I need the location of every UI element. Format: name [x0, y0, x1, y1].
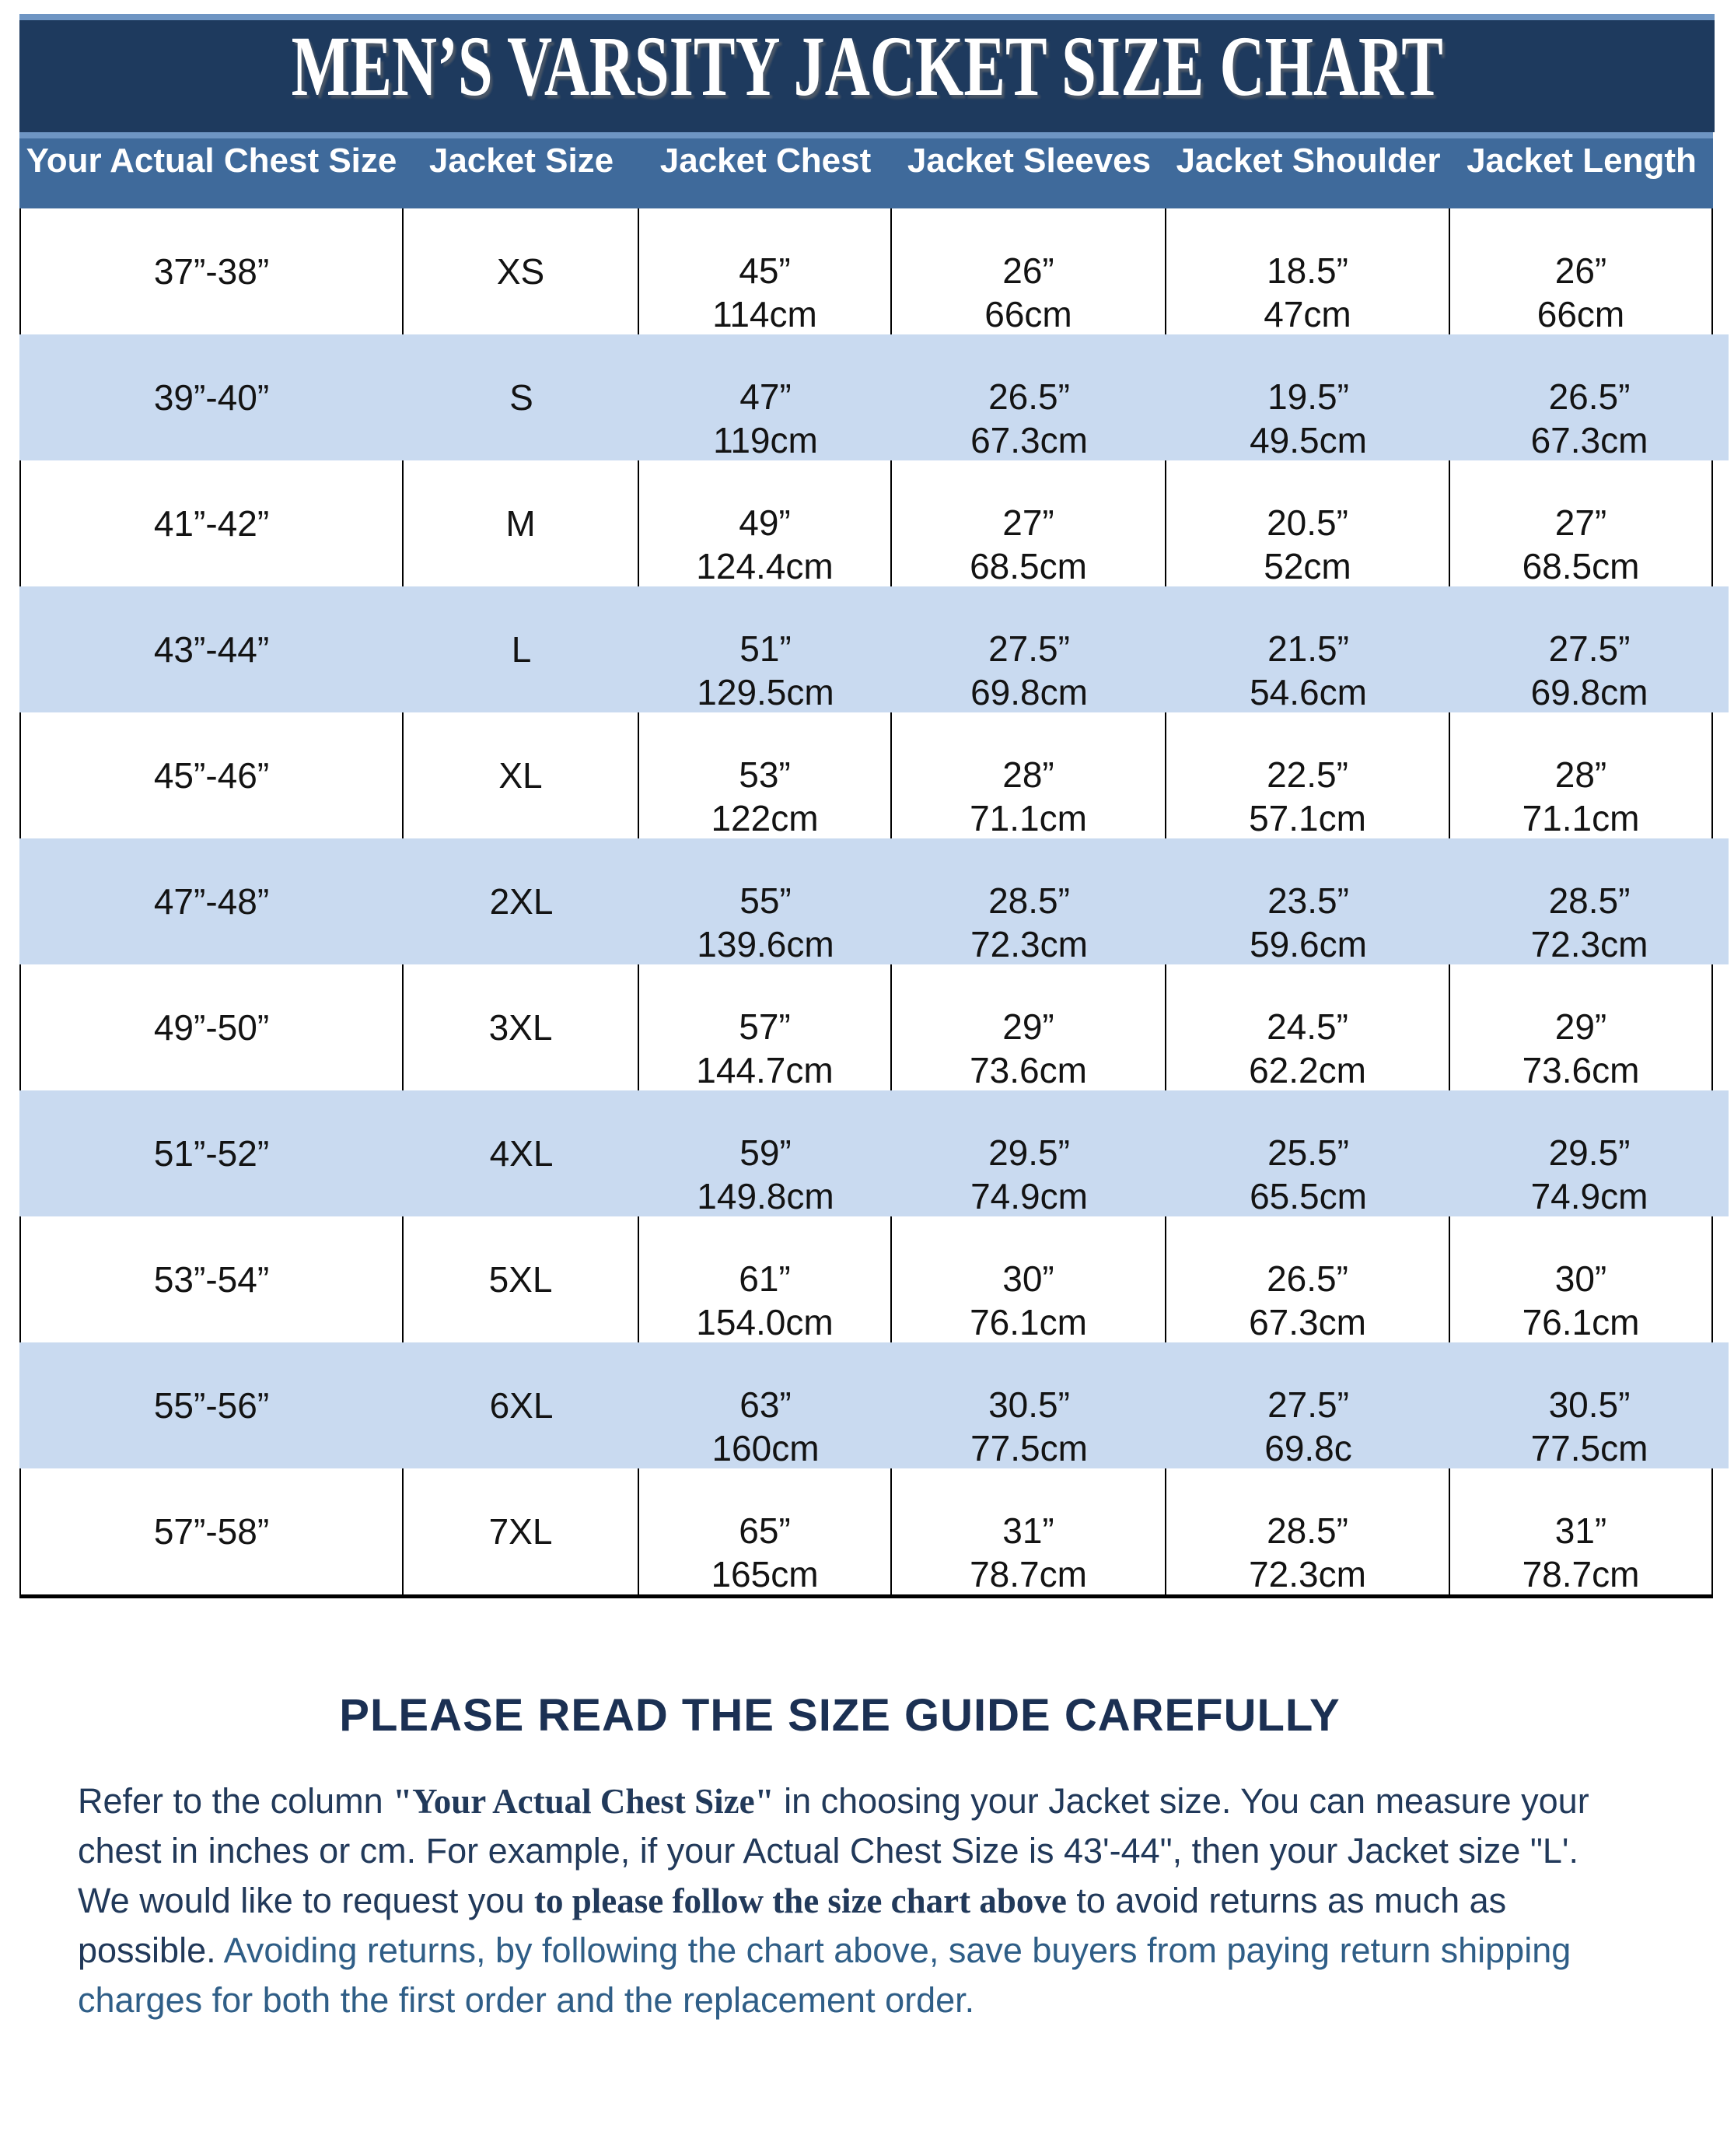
table-row [19, 1090, 1729, 1216]
cell-value: 2XL [489, 881, 554, 922]
cell-value-pair [970, 375, 1088, 462]
cell-jacket-length [1450, 1090, 1729, 1216]
cell-jacket-size [404, 334, 639, 460]
cell-value: 66cm [984, 294, 1072, 334]
cell-value-pair [1531, 879, 1648, 966]
column-header-label: Jacket Length [1467, 142, 1697, 180]
cell-actual-chest-size [19, 586, 404, 712]
cell-value: 27.5” [1548, 628, 1631, 669]
cell-value-pair [1522, 501, 1640, 588]
cell-jacket-size [404, 1216, 639, 1342]
cell-value: 69.8cm [1530, 672, 1648, 712]
cell-value: 59” [739, 1132, 792, 1173]
cell-jacket-length [1450, 334, 1729, 460]
cell-value: 7XL [488, 1511, 553, 1552]
cell-jacket-chest [639, 1090, 892, 1216]
cell-value-pair [1249, 1005, 1366, 1092]
cell-jacket-sleeves [892, 964, 1166, 1090]
cell-jacket-shoulder [1166, 460, 1450, 586]
table-row [19, 208, 1713, 334]
cell-jacket-length [1450, 1216, 1711, 1342]
column-header [404, 138, 639, 208]
paragraph-segment: possible. [78, 1930, 224, 1970]
cell-value-pair [984, 249, 1072, 336]
cell-jacket-length [1450, 964, 1711, 1090]
cell-value-pair [970, 1383, 1088, 1470]
cell-jacket-length [1450, 208, 1711, 334]
cell-actual-chest-size [21, 712, 404, 838]
cell-jacket-chest [639, 208, 892, 334]
cell-jacket-chest [639, 1342, 892, 1468]
cell-jacket-chest [639, 838, 892, 964]
cell-jacket-size [404, 838, 639, 964]
cell-value-pair [696, 1005, 833, 1092]
paragraph-line [78, 1776, 1680, 1826]
cell-jacket-sleeves [892, 712, 1166, 838]
cell-value: 122cm [711, 798, 819, 838]
cell-value: 31” [1002, 1510, 1054, 1551]
cell-value: 27.5” [1267, 1384, 1349, 1425]
cell-value: XL [498, 755, 543, 796]
column-header-label: Jacket Size [428, 142, 614, 180]
table-row [19, 712, 1713, 838]
cell-jacket-sleeves [892, 1342, 1166, 1468]
cell-jacket-shoulder [1166, 1216, 1450, 1342]
cell-value: 29.5” [1548, 1132, 1631, 1173]
page-title: MEN’S VARSITY JACKET SIZE CHART [291, 19, 1443, 114]
cell-jacket-length [1450, 586, 1729, 712]
column-header [892, 138, 1166, 208]
cell-value: 51”-52” [153, 1133, 270, 1174]
cell-jacket-shoulder [1166, 712, 1450, 838]
cell-value: 65” [739, 1510, 791, 1551]
cell-value: 63” [739, 1384, 792, 1425]
cell-value: 129.5cm [697, 672, 834, 712]
cell-value: 119cm [713, 420, 818, 460]
cell-value-pair [1250, 1131, 1367, 1218]
paragraph-line [78, 1876, 1680, 1926]
cell-value: 149.8cm [697, 1176, 834, 1216]
cell-jacket-sleeves [892, 1216, 1166, 1342]
cell-value: 4XL [489, 1133, 554, 1174]
cell-value: 3XL [488, 1007, 553, 1048]
cell-value-pair [1264, 501, 1351, 588]
cell-actual-chest-size [21, 964, 404, 1090]
cell-value: 69.8c [1264, 1428, 1352, 1468]
table-header-row [19, 132, 1713, 208]
cell-value: 24.5” [1267, 1006, 1348, 1047]
cell-value: 21.5” [1267, 628, 1349, 669]
cell-value-pair [1531, 1383, 1648, 1470]
cell-jacket-shoulder [1166, 1090, 1450, 1216]
cell-jacket-size [404, 586, 639, 712]
cell-value-pair [711, 1509, 818, 1596]
cell-value: 49.5cm [1250, 420, 1367, 460]
cell-value-pair [1250, 375, 1367, 462]
cell-value-pair [1249, 753, 1366, 840]
cell-value: 27.5” [988, 628, 1070, 669]
cell-value-pair [970, 753, 1087, 840]
cell-jacket-size [404, 1468, 639, 1594]
cell-jacket-size [404, 1090, 639, 1216]
cell-value: 53” [739, 754, 791, 795]
cell-jacket-chest [639, 460, 892, 586]
column-header [1166, 138, 1450, 208]
cell-value-pair [697, 627, 834, 714]
cell-value: 55”-56” [153, 1385, 270, 1426]
cell-value: 26” [1554, 250, 1607, 291]
table-row [19, 334, 1729, 460]
column-header-label: Jacket Sleeves [907, 142, 1152, 180]
cell-jacket-sleeves [892, 334, 1166, 460]
table-row [19, 838, 1729, 964]
cell-value-pair [696, 1257, 833, 1344]
cell-value: 30.5” [1548, 1384, 1631, 1425]
cell-value: 68.5cm [1522, 546, 1640, 586]
cell-value: 144.7cm [696, 1050, 834, 1090]
cell-value-pair [1531, 1131, 1648, 1218]
cell-value: 68.5cm [970, 546, 1087, 586]
cell-value: M [505, 503, 536, 544]
cell-value: 18.5” [1267, 250, 1348, 291]
cell-jacket-size [404, 460, 639, 586]
column-header [1450, 138, 1713, 208]
paragraph-segment: We would like to request you [78, 1881, 534, 1920]
cell-value: 31” [1554, 1510, 1607, 1551]
cell-value: 5XL [488, 1259, 553, 1300]
cell-jacket-length [1450, 1342, 1729, 1468]
cell-value: 30” [1554, 1258, 1607, 1299]
size-guide-heading: PLEASE READ THE SIZE GUIDE CAREFULLY [339, 1690, 1341, 1741]
cell-actual-chest-size [19, 1090, 404, 1216]
table-row [19, 964, 1713, 1090]
cell-value: 76.1cm [1522, 1302, 1640, 1342]
cell-value-pair [712, 249, 817, 336]
cell-value: 57”-58” [153, 1511, 270, 1552]
cell-value: 49” [739, 502, 791, 543]
cell-jacket-sleeves [892, 460, 1166, 586]
cell-value: 77.5cm [1530, 1428, 1648, 1468]
cell-jacket-shoulder [1166, 838, 1450, 964]
cell-value-pair [970, 627, 1088, 714]
column-header [639, 138, 892, 208]
cell-jacket-size [404, 1342, 639, 1468]
cell-jacket-size [404, 208, 639, 334]
cell-jacket-length [1450, 1468, 1711, 1594]
cell-value: 28.5” [1548, 880, 1631, 921]
cell-jacket-shoulder [1166, 1468, 1450, 1594]
cell-value: 41”-42” [153, 503, 270, 544]
cell-value-pair [1531, 627, 1648, 714]
cell-value: 30.5” [988, 1384, 1070, 1425]
cell-value: 45”-46” [153, 755, 270, 796]
cell-value: 73.6cm [1522, 1050, 1640, 1090]
cell-value-pair [696, 501, 833, 588]
cell-value-pair [1522, 1005, 1640, 1092]
cell-value-pair [970, 501, 1087, 588]
cell-value-pair [1522, 1257, 1640, 1344]
cell-value-pair [970, 1257, 1087, 1344]
cell-value: 6XL [489, 1385, 554, 1426]
cell-value-pair [1250, 879, 1367, 966]
paragraph-segment: Refer to the column [78, 1781, 393, 1821]
cell-jacket-chest [639, 586, 892, 712]
cell-value: 47cm [1264, 294, 1351, 334]
cell-jacket-length [1450, 838, 1729, 964]
cell-value: 47” [739, 376, 792, 417]
cell-value: 72.3cm [1249, 1554, 1366, 1594]
cell-value-pair [711, 753, 818, 840]
cell-actual-chest-size [21, 460, 404, 586]
cell-value: 29.5” [988, 1132, 1070, 1173]
cell-jacket-length [1450, 712, 1711, 838]
table-row [19, 1468, 1713, 1594]
cell-value-pair [1249, 1509, 1366, 1596]
cell-value-pair [1264, 249, 1351, 336]
cell-value: 74.9cm [1530, 1176, 1648, 1216]
cell-value: 76.1cm [970, 1302, 1087, 1342]
cell-value: 45” [739, 250, 791, 291]
title-bar [19, 14, 1715, 132]
cell-value: 28” [1554, 754, 1607, 795]
cell-value: 29” [1002, 1006, 1054, 1047]
cell-value: 26.5” [1267, 1258, 1348, 1299]
cell-jacket-chest [639, 1216, 892, 1342]
cell-value-pair [697, 1131, 834, 1218]
cell-actual-chest-size [19, 1342, 404, 1468]
cell-value: 57” [739, 1006, 791, 1047]
cell-actual-chest-size [21, 1468, 404, 1594]
cell-value: 27” [1002, 502, 1054, 543]
cell-value: 67.3cm [1249, 1302, 1366, 1342]
cell-value-pair [970, 879, 1088, 966]
table-row [19, 1342, 1729, 1468]
cell-value: 51” [739, 628, 792, 669]
size-guide-paragraph [78, 1776, 1680, 2025]
paragraph-segment: to please follow the size chart above [533, 1881, 1067, 1920]
cell-value: 43”-44” [153, 629, 270, 670]
cell-value-pair [711, 1383, 819, 1470]
cell-jacket-sleeves [892, 586, 1166, 712]
cell-value: 59.6cm [1250, 924, 1367, 964]
cell-value: 65.5cm [1250, 1176, 1367, 1216]
cell-value: 19.5” [1267, 376, 1349, 417]
cell-value-pair [1264, 1383, 1352, 1470]
paragraph-line [78, 1926, 1680, 1976]
cell-value: 72.3cm [970, 924, 1088, 964]
cell-jacket-length [1450, 460, 1711, 586]
cell-jacket-sleeves [892, 208, 1166, 334]
cell-jacket-sleeves [892, 838, 1166, 964]
cell-actual-chest-size [21, 208, 404, 334]
cell-value: 69.8cm [970, 672, 1088, 712]
cell-value: 77.5cm [970, 1428, 1088, 1468]
table-row [19, 1216, 1713, 1342]
cell-actual-chest-size [19, 334, 404, 460]
paragraph-line [78, 1976, 1680, 2025]
cell-value: 78.7cm [1522, 1554, 1640, 1594]
cell-value-pair [1522, 753, 1640, 840]
cell-value-pair [1531, 375, 1648, 462]
cell-value: 55” [739, 880, 792, 921]
cell-value: 71.1cm [1522, 798, 1640, 838]
cell-jacket-size [404, 964, 639, 1090]
cell-value: 28.5” [1267, 1510, 1348, 1551]
paragraph-segment: Avoiding returns, by following the chart above, save buyers from paying return shipping [223, 1930, 1571, 1970]
cell-jacket-sleeves [892, 1468, 1166, 1594]
cell-value: 57.1cm [1249, 798, 1366, 838]
cell-value-pair [970, 1509, 1087, 1596]
cell-value: 23.5” [1267, 880, 1349, 921]
column-header [19, 138, 404, 208]
cell-value: 114cm [712, 294, 817, 334]
cell-value: 61” [739, 1258, 791, 1299]
cell-value: 53”-54” [153, 1259, 270, 1300]
cell-value-pair [1537, 249, 1624, 336]
cell-value-pair [713, 375, 818, 462]
cell-value-pair [697, 879, 834, 966]
cell-value: 47”-48” [153, 881, 270, 922]
cell-value: S [509, 377, 533, 418]
cell-jacket-shoulder [1166, 964, 1450, 1090]
cell-value: 22.5” [1267, 754, 1348, 795]
cell-value: 71.1cm [970, 798, 1087, 838]
cell-value: 39”-40” [153, 377, 270, 418]
cell-jacket-size [404, 712, 639, 838]
column-header-label: Your Actual Chest Size [26, 142, 397, 180]
cell-value: 49”-50” [153, 1007, 270, 1048]
cell-jacket-shoulder [1166, 334, 1450, 460]
cell-value-pair [1249, 1257, 1366, 1344]
cell-value: 165cm [711, 1554, 819, 1594]
cell-value-pair [1522, 1509, 1640, 1596]
cell-jacket-shoulder [1166, 586, 1450, 712]
cell-value: 25.5” [1267, 1132, 1349, 1173]
cell-jacket-chest [639, 1468, 892, 1594]
cell-value-pair [970, 1005, 1087, 1092]
cell-jacket-chest [639, 334, 892, 460]
table-row [19, 460, 1713, 586]
cell-value: 124.4cm [696, 546, 834, 586]
cell-jacket-shoulder [1166, 1342, 1450, 1468]
cell-value: L [511, 629, 532, 670]
paragraph-line [78, 1826, 1680, 1876]
cell-value: 74.9cm [970, 1176, 1088, 1216]
cell-jacket-sleeves [892, 1090, 1166, 1216]
table-row [19, 586, 1729, 712]
cell-value: 160cm [711, 1428, 820, 1468]
cell-value: 67.3cm [970, 420, 1088, 460]
cell-value: 27” [1554, 502, 1607, 543]
cell-actual-chest-size [21, 1216, 404, 1342]
cell-value: 54.6cm [1250, 672, 1367, 712]
cell-value: 26” [1002, 250, 1054, 291]
cell-value-pair [1250, 627, 1367, 714]
cell-value: 78.7cm [970, 1554, 1087, 1594]
paragraph-segment: in choosing your Jacket size. You can measure your [774, 1781, 1589, 1821]
cell-value: 52cm [1264, 546, 1351, 586]
cell-value: 20.5” [1267, 502, 1348, 543]
cell-value: XS [496, 251, 545, 292]
cell-value: 62.2cm [1249, 1050, 1366, 1090]
paragraph-segment: charges for both the first order and the replacement order. [78, 1980, 975, 2020]
cell-value: 37”-38” [153, 251, 270, 292]
table-bottom-border [19, 1594, 1713, 1598]
cell-actual-chest-size [19, 838, 404, 964]
cell-value: 154.0cm [696, 1302, 834, 1342]
cell-value: 73.6cm [970, 1050, 1087, 1090]
paragraph-segment: chest in inches or cm. For example, if your Actual Chest Size is 43'-44", then your Jacket size "L'. [78, 1831, 1578, 1871]
column-header-label: Jacket Chest [659, 142, 872, 180]
cell-jacket-chest [639, 712, 892, 838]
paragraph-segment: to avoid returns as much as [1066, 1881, 1507, 1920]
paragraph-segment: "Your Actual Chest Size" [393, 1782, 774, 1821]
cell-value: 28” [1002, 754, 1054, 795]
cell-value: 26.5” [988, 376, 1070, 417]
cell-value: 28.5” [988, 880, 1070, 921]
table-body [19, 208, 1729, 1594]
cell-value: 29” [1554, 1006, 1607, 1047]
cell-value-pair [970, 1131, 1088, 1218]
cell-value: 30” [1002, 1258, 1054, 1299]
cell-value: 26.5” [1548, 376, 1631, 417]
cell-jacket-shoulder [1166, 208, 1450, 334]
cell-jacket-chest [639, 964, 892, 1090]
column-header-label: Jacket Shoulder [1176, 142, 1441, 180]
cell-value: 67.3cm [1530, 420, 1648, 460]
cell-value: 139.6cm [697, 924, 834, 964]
cell-value: 66cm [1536, 294, 1625, 334]
cell-value: 72.3cm [1530, 924, 1648, 964]
